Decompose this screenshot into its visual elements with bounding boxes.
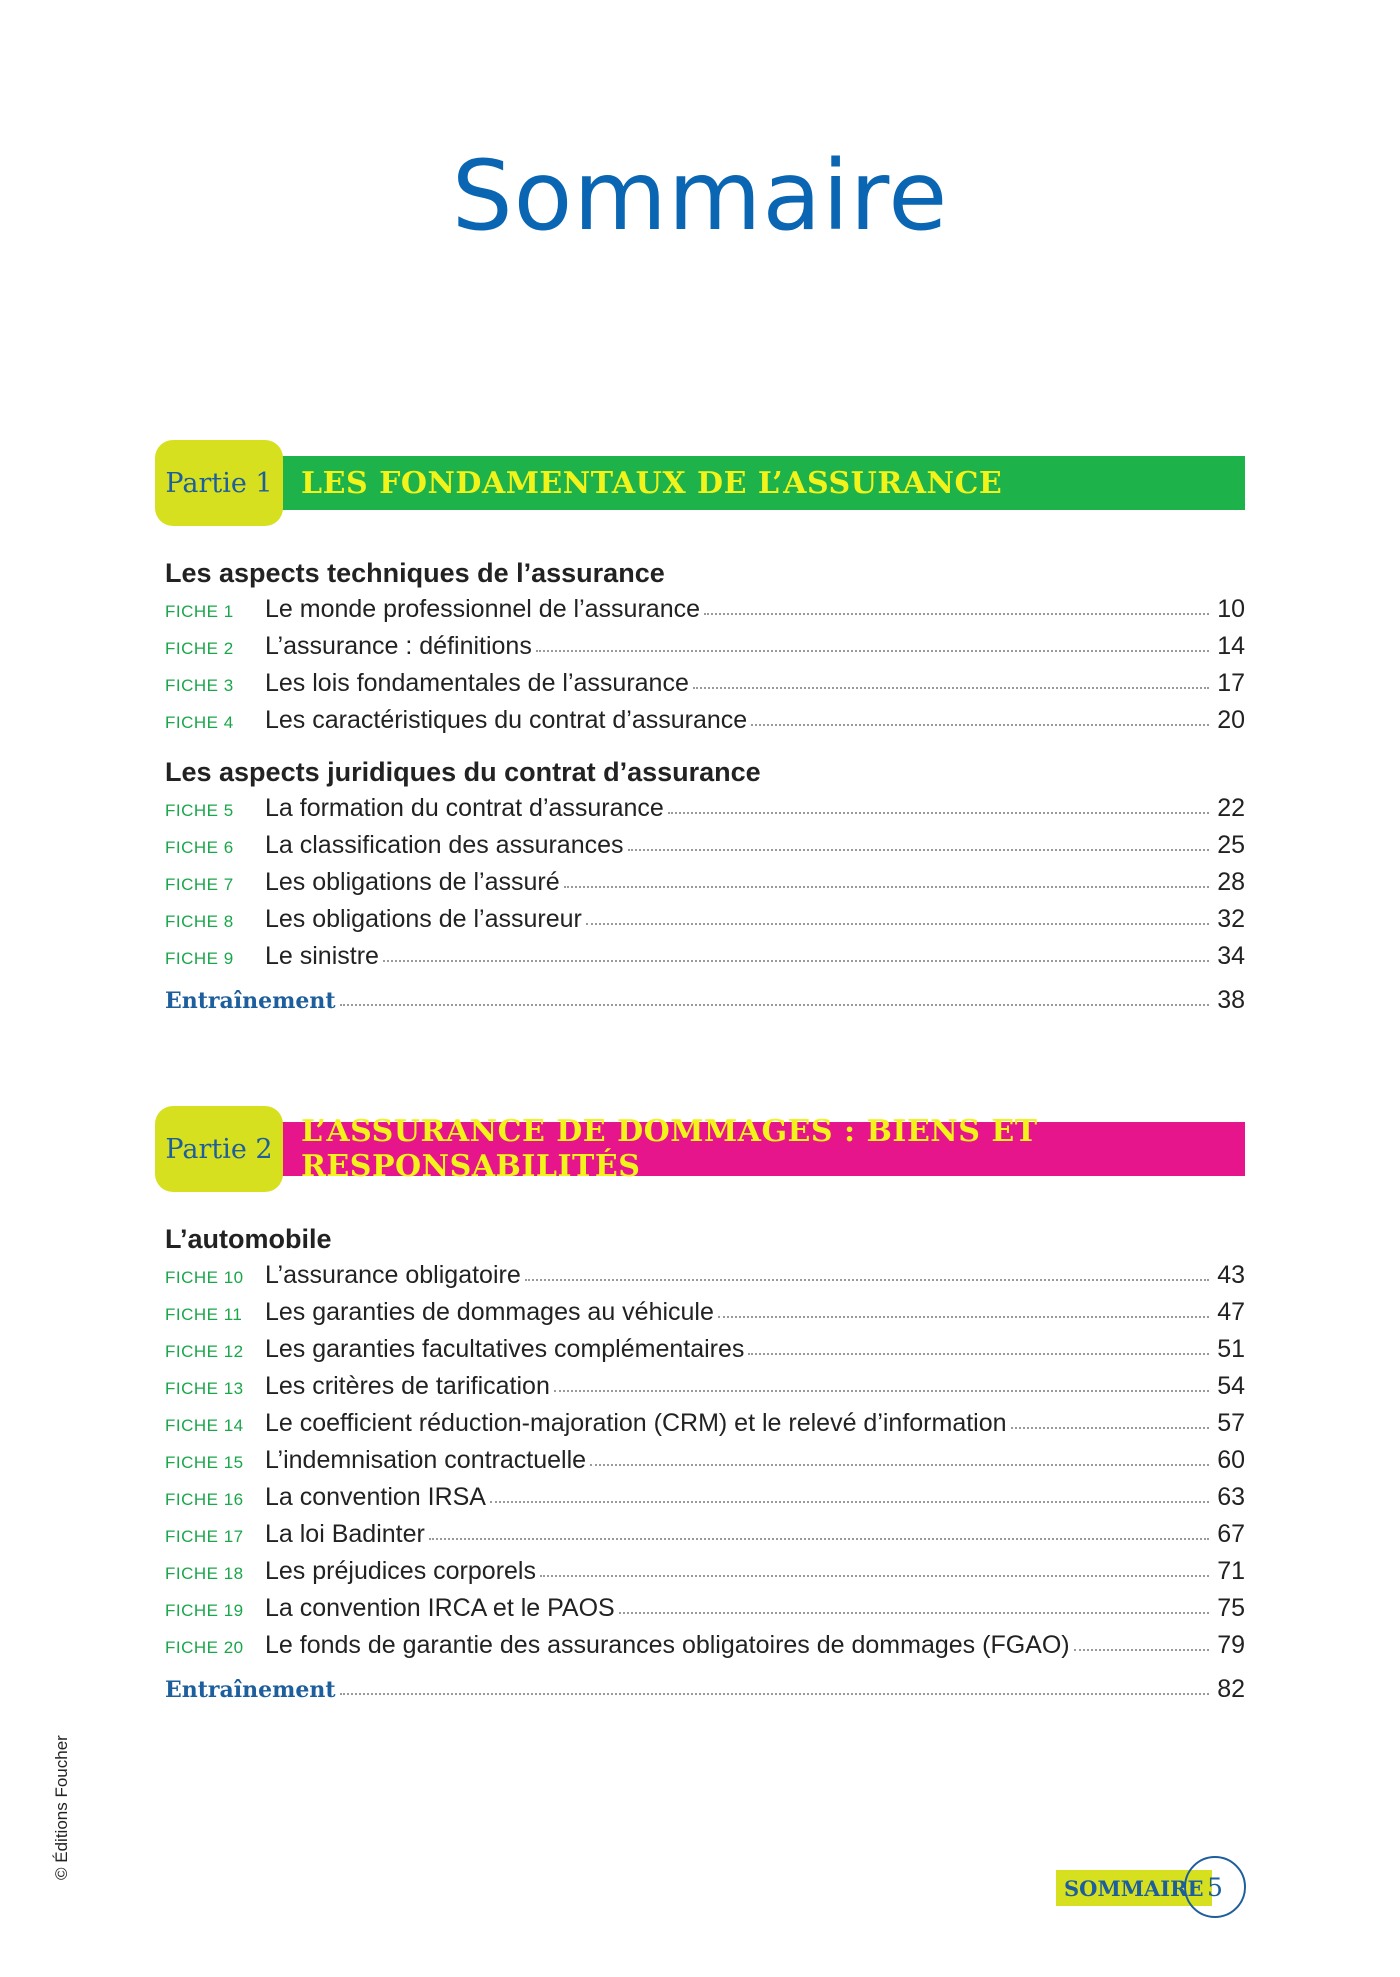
toc-entry[interactable]	[165, 1516, 1245, 1553]
dot-leader	[586, 922, 1209, 925]
page-number: 67	[1217, 1520, 1245, 1548]
toc-entry[interactable]	[165, 901, 1245, 938]
entry-title: L’assurance : définitions	[265, 632, 532, 660]
toc-entry[interactable]	[165, 1294, 1245, 1331]
dot-leader	[536, 649, 1209, 652]
page-number: 51	[1217, 1335, 1245, 1363]
dot-leader	[693, 686, 1209, 689]
toc-entry[interactable]	[165, 1257, 1245, 1294]
fiche-number: FICHE 20	[165, 1638, 244, 1657]
entry-title: La classification des assurances	[265, 831, 624, 859]
entry-title: La formation du contrat d’assurance	[265, 794, 664, 822]
fiche-number: FICHE 13	[165, 1379, 244, 1398]
dot-leader	[1074, 1648, 1209, 1651]
dot-leader	[1011, 1426, 1209, 1429]
fiche-number: FICHE 18	[165, 1564, 244, 1583]
toc-entry[interactable]	[165, 1627, 1245, 1664]
toc-section	[165, 757, 1245, 1021]
toc-section	[165, 558, 1245, 739]
part-2	[165, 1106, 1245, 1710]
page-number: 17	[1217, 669, 1245, 697]
dot-leader	[668, 811, 1209, 814]
toc-entry[interactable]	[165, 1479, 1245, 1516]
dot-leader	[748, 1352, 1209, 1355]
page-number: 32	[1217, 905, 1245, 933]
page-number: 54	[1217, 1372, 1245, 1400]
entry-title: Les obligations de l’assuré	[265, 868, 560, 896]
toc-section	[165, 1224, 1245, 1710]
dot-leader	[340, 1003, 1209, 1006]
fiche-number: FICHE 11	[165, 1305, 243, 1324]
dot-leader	[340, 1692, 1209, 1695]
entry-title: Les lois fondamentales de l’assurance	[265, 669, 689, 697]
part-title-bar: L’ASSURANCE DE DOMMAGES : BIENS ET RESPONSABILITÉS	[277, 1122, 1245, 1176]
page-title: Sommaire	[451, 140, 949, 252]
toc-entry[interactable]	[165, 1553, 1245, 1590]
fiche-number: FICHE 4	[165, 713, 234, 732]
dot-leader	[704, 612, 1209, 615]
page-number-badge: 5	[1184, 1856, 1246, 1918]
toc-entry[interactable]	[165, 591, 1245, 628]
fiche-number: FICHE 1	[165, 602, 234, 621]
training-entry[interactable]	[165, 979, 1245, 1021]
entry-title: Le monde professionnel de l’assurance	[265, 595, 700, 623]
entry-title: La convention IRSA	[265, 1483, 486, 1511]
page-number: 28	[1217, 868, 1245, 896]
fiche-number: FICHE 9	[165, 949, 234, 968]
entry-title: Les garanties de dommages au véhicule	[265, 1298, 714, 1326]
fiche-number: FICHE 6	[165, 838, 234, 857]
toc-entry[interactable]	[165, 1368, 1245, 1405]
fiche-number: FICHE 14	[165, 1416, 244, 1435]
fiche-number: FICHE 3	[165, 676, 234, 695]
fiche-number: FICHE 15	[165, 1453, 244, 1472]
toc-entry[interactable]	[165, 1442, 1245, 1479]
dot-leader	[429, 1537, 1209, 1540]
fiche-number: FICHE 8	[165, 912, 234, 931]
entry-title: Le fonds de garantie des assurances obligatoires de dommages (FGAO)	[265, 1631, 1070, 1659]
dot-leader	[564, 885, 1209, 888]
page-number: 14	[1217, 632, 1245, 660]
entry-title: Les garanties facultatives complémentaires	[265, 1335, 745, 1363]
dot-leader	[590, 1463, 1209, 1466]
dot-leader	[554, 1389, 1209, 1392]
copyright-notice: © Éditions Foucher	[52, 1735, 71, 1880]
toc-entry[interactable]	[165, 665, 1245, 702]
page-number: 82	[1217, 1675, 1245, 1703]
fiche-number: FICHE 5	[165, 801, 234, 820]
page-number: 47	[1217, 1298, 1245, 1326]
dot-leader	[619, 1611, 1209, 1614]
dot-leader	[383, 959, 1209, 962]
entry-title: La loi Badinter	[265, 1520, 425, 1548]
page-number: 43	[1217, 1261, 1245, 1289]
dot-leader	[718, 1315, 1209, 1318]
fiche-number: FICHE 12	[165, 1342, 244, 1361]
training-entry[interactable]	[165, 1668, 1245, 1710]
part-header	[165, 440, 1245, 532]
page-number: 57	[1217, 1409, 1245, 1437]
dot-leader	[628, 848, 1209, 851]
toc-entry[interactable]	[165, 790, 1245, 827]
section-title: L’automobile	[165, 1224, 332, 1254]
fiche-number: FICHE 10	[165, 1268, 244, 1287]
toc-entry[interactable]	[165, 827, 1245, 864]
training-label: Entraînement	[165, 1677, 336, 1703]
fiche-number: FICHE 19	[165, 1601, 244, 1620]
page-number: 60	[1217, 1446, 1245, 1474]
part-1	[165, 440, 1245, 1021]
training-label: Entraînement	[165, 988, 336, 1014]
part-title-bar: LES FONDAMENTAUX DE L’ASSURANCE	[277, 456, 1245, 510]
page-number: 25	[1217, 831, 1245, 859]
toc-entry[interactable]	[165, 1405, 1245, 1442]
part-tag: Partie 1	[155, 440, 283, 526]
toc-entry[interactable]	[165, 1331, 1245, 1368]
entry-title: Les préjudices corporels	[265, 1557, 536, 1585]
dot-leader	[525, 1278, 1209, 1281]
page-number: 75	[1217, 1594, 1245, 1622]
part-tag: Partie 2	[155, 1106, 283, 1192]
page-number: 22	[1217, 794, 1245, 822]
footer-section-label: SOMMAIRE	[1056, 1870, 1212, 1906]
page-number: 34	[1217, 942, 1245, 970]
fiche-number: FICHE 16	[165, 1490, 244, 1509]
entry-title: Les obligations de l’assureur	[265, 905, 582, 933]
fiche-number: FICHE 7	[165, 875, 234, 894]
entry-title: Les caractéristiques du contrat d’assurance	[265, 706, 748, 734]
toc-entry[interactable]	[165, 864, 1245, 901]
page-number: 71	[1217, 1557, 1245, 1585]
section-title: Les aspects techniques de l’assurance	[165, 558, 665, 588]
toc-entry[interactable]	[165, 702, 1245, 739]
fiche-number: FICHE 2	[165, 639, 234, 658]
toc-entry[interactable]	[165, 1590, 1245, 1627]
part-header	[165, 1106, 1245, 1198]
entry-title: Le coefficient réduction-majoration (CRM) et le relevé d’information	[265, 1409, 1007, 1437]
section-title: Les aspects juridiques du contrat d’assurance	[165, 757, 761, 787]
entry-title: L’indemnisation contractuelle	[265, 1446, 587, 1474]
page-number: 38	[1217, 986, 1245, 1014]
page-number: 79	[1217, 1631, 1245, 1659]
page-number: 10	[1217, 595, 1245, 623]
dot-leader	[490, 1500, 1209, 1503]
toc-entry[interactable]	[165, 938, 1245, 975]
page-number: 63	[1217, 1483, 1245, 1511]
entry-title: Le sinistre	[265, 942, 379, 970]
entry-title: Les critères de tarification	[265, 1372, 550, 1400]
dot-leader	[751, 723, 1209, 726]
toc-entry[interactable]	[165, 628, 1245, 665]
entry-title: L’assurance obligatoire	[265, 1261, 521, 1289]
page-number: 20	[1217, 706, 1245, 734]
dot-leader	[540, 1574, 1209, 1577]
entry-title: La convention IRCA et le PAOS	[265, 1594, 615, 1622]
fiche-number: FICHE 17	[165, 1527, 244, 1546]
